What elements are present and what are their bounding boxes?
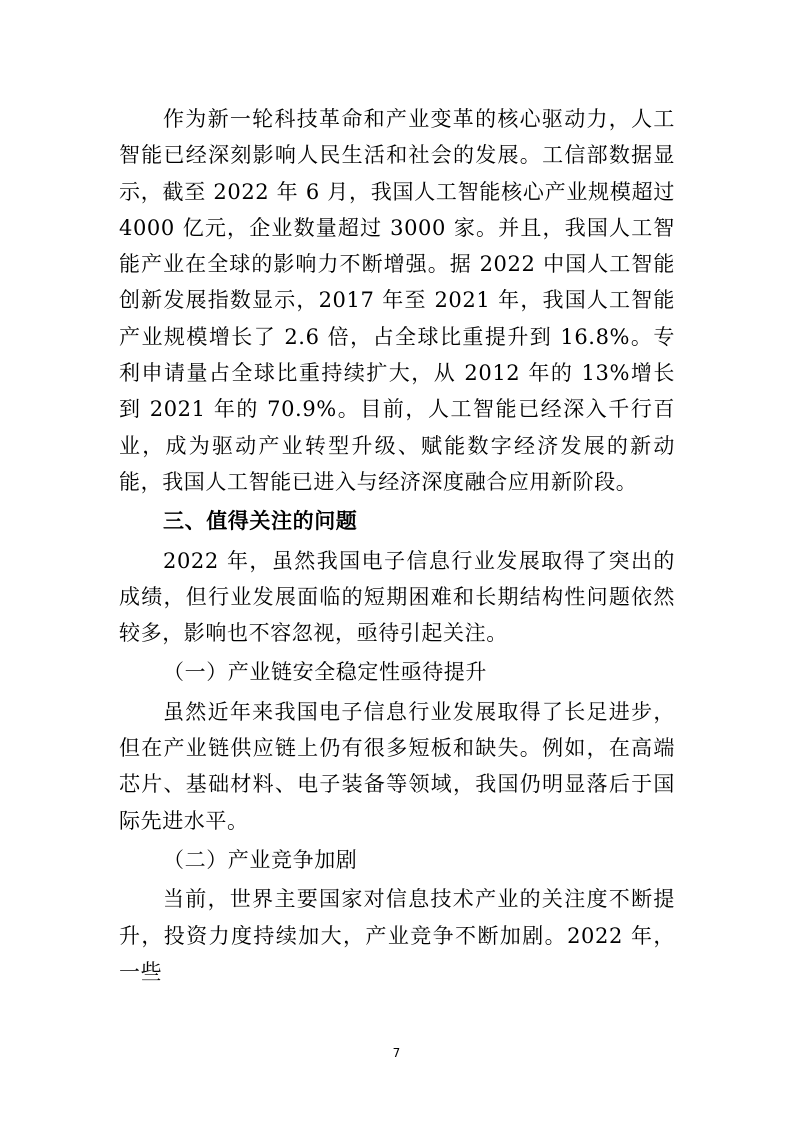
paragraph-supply-chain: 虽然近年来我国电子信息行业发展取得了长足进步，但在产业链供应链上仍有很多短板和缺失。例如，在高端芯片、基础材料、电子装备等领域，我国仍明显落后于国际先进水平。 <box>119 699 675 833</box>
paragraph-competition: 当前，世界主要国家对信息技术产业的关注度不断提升，投资力度持续加大，产业竞争不断加剧。2022 年，一些 <box>119 887 675 984</box>
paragraph-ai-industry: 作为新一轮科技革命和产业变革的核心驱动力，人工智能已经深刻影响人民生活和社会的发展。工信部数据显示，截至 2022 年 6 月，我国人工智能核心产业规模超过 4000 亿元，企业数量超过 3000 家。并且，我国人工智能产业在全球的影响力不断增强。据 2022 中国人工智能创新发展指数显示，2017 年至 2021 年，我国人工智能产业规模增长了 2.6 倍，占全球比重提升到 16.8%。专利申请量占全球比重持续扩大，从 2012 年的 13%增长到 2021 年的 70.9%。目前，人工智能已经深入千行百业，成为驱动产业转型升级、赋能数字经济发展的新动能，我国人工智能已进入与经济深度融合应用新阶段。 <box>119 107 675 494</box>
subheading-supply-chain: （一）产业链安全稳定性亟待提升 <box>163 660 487 685</box>
paragraph-issues-intro: 2022 年，虽然我国电子信息行业发展取得了突出的成绩，但行业发展面临的短期困难和长期结构性问题依然较多，影响也不容忽视，亟待引起关注。 <box>119 548 675 646</box>
document-body <box>119 101 675 990</box>
page-number: 7 <box>392 1046 401 1060</box>
section-heading: 三、值得关注的问题 <box>163 509 358 534</box>
subheading-competition: （二）产业竞争加剧 <box>163 847 358 872</box>
